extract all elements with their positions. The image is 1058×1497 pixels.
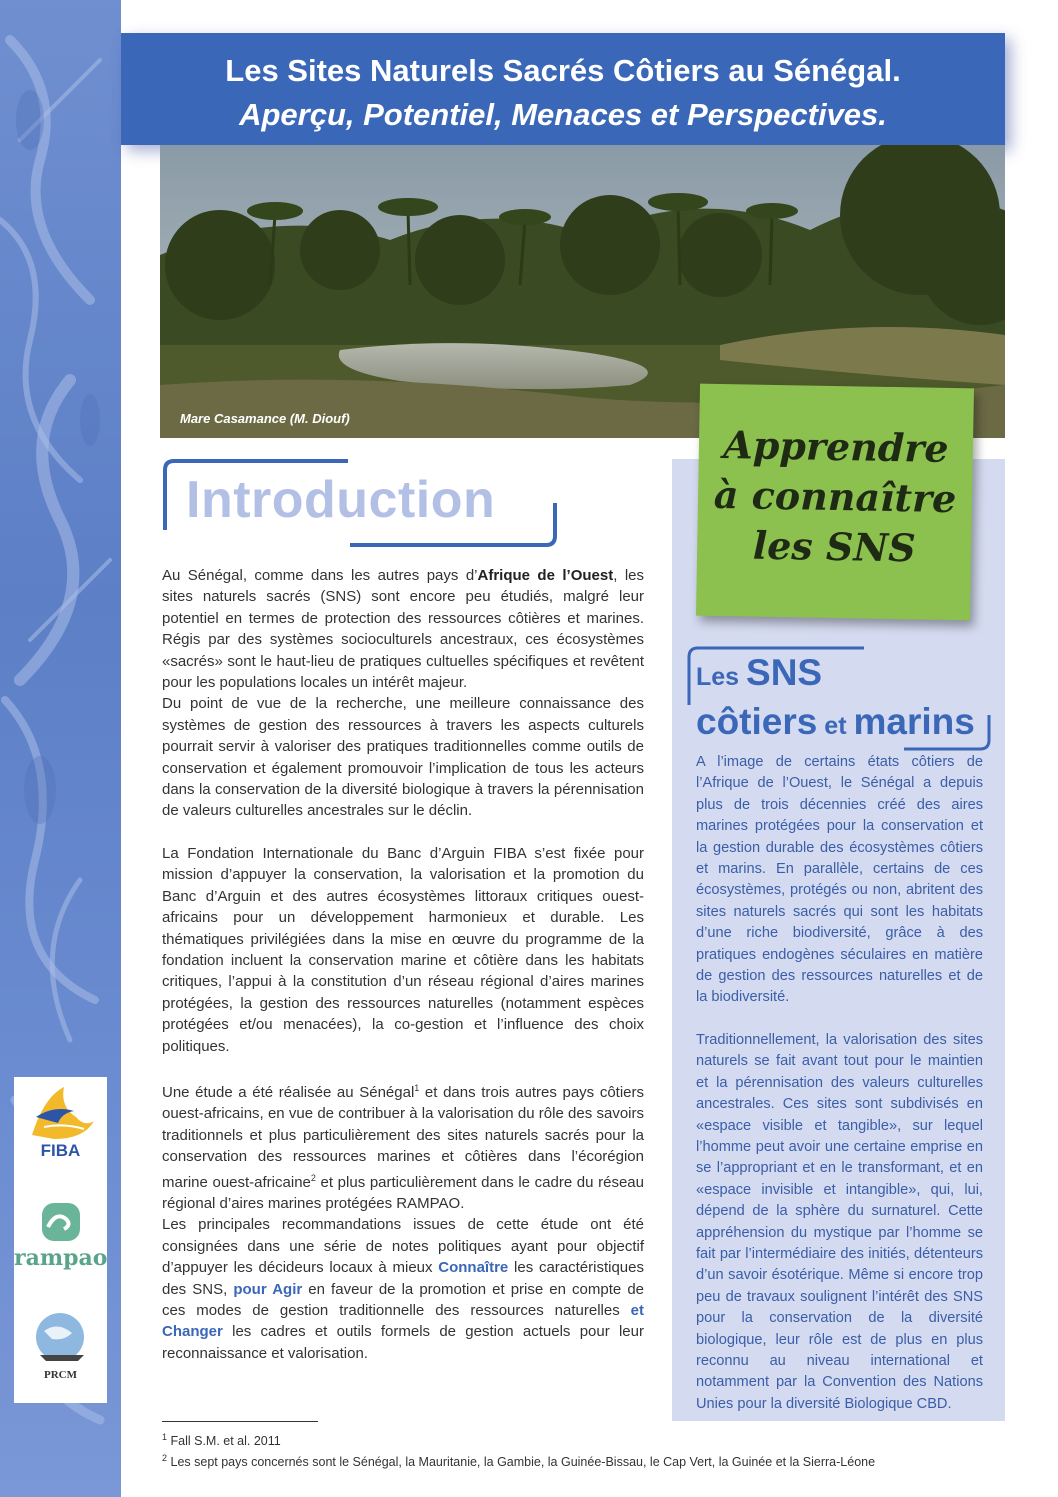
footnote-2-text: Les sept pays concernés sont le Sénégal, la Mauritanie, la Gambie, la Guinée-Bissau, le Cap Vert, la Guinée et la Sierra-Léone (167, 1455, 876, 1470)
rampao-label: rampao (14, 1245, 108, 1271)
sns-heading-et: et (817, 712, 854, 740)
footnote-ref-1: 1 (414, 1082, 420, 1093)
footnote-ref-2: 2 (310, 1172, 316, 1183)
intro-body (162, 565, 644, 1364)
sns-heading-line1 (696, 652, 822, 694)
fiba-label: FIBA (40, 1141, 81, 1160)
fiba-bird-icon (14, 1077, 107, 1147)
intro-p1-text-b: , les sites naturels sacrés (SNS) sont encore peu étudiés, malgré leur potentiel en termes de protection des ressources côtières et marines. Régis par des systèmes socioculturels ancestraux, ces écosystèmes «sacrés» sont le haut-lieu de pratiques cultuelles spécifiques et revêtent pour les populations locales un intérêt majeur. (162, 567, 644, 692)
intro-paragraph-2: Du point de vue de la recherche, une meilleure connaissance des systèmes de gestion des ressources à travers les aspects culturels pourrait servir à valoriser des pratiques traditionnelles comme outils de conservation et également promouvoir l’implication de tous les acteurs dans la conservation de la diversité biologique à travers la pérennisation de valeurs culturelles ancestrales sur le déclin. (162, 695, 644, 820)
intro-paragraph-1 (162, 565, 644, 693)
sticky-note (696, 384, 974, 621)
intro-paragraph-5 (162, 1214, 644, 1364)
footnote-1-text: Fall S.M. et al. 2011 (167, 1434, 281, 1449)
sns-heading-les: Les (696, 663, 747, 691)
intro-p5-text-d: les cadres et outils formels de gestion actuels pour leur reconnaissance et valorisation. (162, 1323, 644, 1362)
footnote-divider (162, 1421, 318, 1422)
intro-p5-text-c: en faveur de la promotion et prise en compte de ces modes de gestion traditionnelle des ressources naturelles (162, 1280, 645, 1319)
sns-heading-cotiers: côtiers (696, 701, 818, 742)
fiba-logo (14, 1077, 107, 1167)
keyword-et-changer: et Changer (162, 1302, 644, 1341)
intro-p1-bold: Afrique de l’Ouest (477, 567, 614, 584)
prcm-globe-icon (14, 1307, 107, 1371)
intro-p4-text-a: Une étude a été réalisée au Sénégal (162, 1083, 415, 1101)
sns-heading-line2 (696, 701, 975, 743)
intro-heading: Introduction (186, 471, 496, 529)
keyword-pour-agir: pour Agir (233, 1280, 303, 1298)
footnote-1 (162, 1432, 281, 1448)
intro-p4-text-b: et dans trois autres pays côtiers ouest-africains, en vue de contribuer à la valorisation du rôle des savoirs traditionnels et plus particulièrement des sites naturels sacrés pour la conservation des ressources marines et côtières dans l’écorégion marine ouest-africaine (162, 1083, 644, 1191)
prcm-label: PRCM (44, 1369, 77, 1381)
title-main: Les Sites Naturels Sacrés Côtiers au Sénégal. (225, 53, 901, 88)
intro-paragraph-4 (162, 1078, 644, 1214)
intro-paragraph-3: La Fondation Internationale du Banc d’Arguin FIBA s’est fixée pour mission d’appuyer la conservation, la valorisation et la promotion du Banc d’Arguin et des autres écosystèmes littoraux critiques ouest-africains pour un développement harmonieux et durable. Les thématiques privilégiées dans la mise en œuvre du programme de la fondation incluent la conservation marine et côtière dans les habitats critiques, l’appui à la constitution d’un réseau régional d’aires marines protégées, la gestion des ressources naturelles (notamment espèces protégées et/ou menacées), la co-gestion et l’influence des choix politiques. (162, 844, 644, 1055)
footnote-2 (162, 1453, 875, 1469)
title-subtitle: Aperçu, Potentiel, Menaces et Perspectives. (239, 97, 887, 132)
intro-p4-text-c: et plus particulièrement dans le cadre du réseau régional d’aires marines protégées RAMPAO. (162, 1173, 644, 1212)
intro-p5-text-b: les caractéristiques des SNS, (162, 1259, 644, 1298)
sns-paragraph-2: Traditionnellement, la valorisation des sites naturels se fait avant tout pour le maintien et la pérennisation des valeurs culturelles ancestrales. Ces sites sont subdivisés en «espace visible et tangible», sur lequel l’homme peut avoir une certaine emprise en se l’appropriant et en le transformant, et en «espace invisible et intangible», qui, lui, dépend de la sphère du surnaturel. Cette appréhension du mystique par l’homme se fait par l’intermédiaire des initiés, détenteurs d’un savoir ésotérique. Même si encore trop peu de travaux soulignent l’intérêt des SNS pour la conservation de la diversité biologique, leur rôle est de plus en plus reconnu au niveau international et notamment par la Convention des Nations Unies pour la diversité Biologique CBD. (696, 1031, 983, 1412)
rampao-wave-icon (14, 1195, 107, 1250)
rampao-logo (14, 1195, 107, 1285)
sticky-note-text: Apprendre à connaître les SNS (713, 422, 957, 571)
keyword-connaitre: Connaître (438, 1259, 509, 1277)
intro-p5-text-a: Les principales recommandations issues de cette étude ont été consignées dans une série de notes politiques ayant pour objectif d’appuyer les décideurs locaux à mieux (162, 1216, 644, 1277)
title-banner (121, 33, 1005, 145)
prcm-logo (14, 1307, 107, 1403)
footnote-2-number: 2 (162, 1453, 168, 1463)
photo-caption: Mare Casamance (M. Diouf) (180, 411, 350, 426)
intro-p1-text-a: Au Sénégal, comme dans les autres pays d’ (162, 567, 478, 584)
sns-paragraph-1: A l’image de certains états côtiers de l’Afrique de l’Ouest, le Sénégal a depuis plus de trois décennies créé des aires marines protégées pour la conservation et la gestion durable des écosystèmes côtiers et marins. En parallèle, certains de ces écosystèmes, protégés ou non, abritent des sites naturels sacrés qui sont les habitats d’une riche biodiversité, grâce à des pratiques endogènes séculaires en matière de gestion des ressources naturelles et de la biodiversité. (696, 754, 983, 1006)
sns-heading-sns: SNS (746, 652, 823, 693)
partner-logos (14, 1077, 107, 1403)
footnote-1-number: 1 (162, 1432, 168, 1442)
sns-heading-marins: marins (853, 701, 975, 742)
sns-body (696, 752, 983, 1415)
